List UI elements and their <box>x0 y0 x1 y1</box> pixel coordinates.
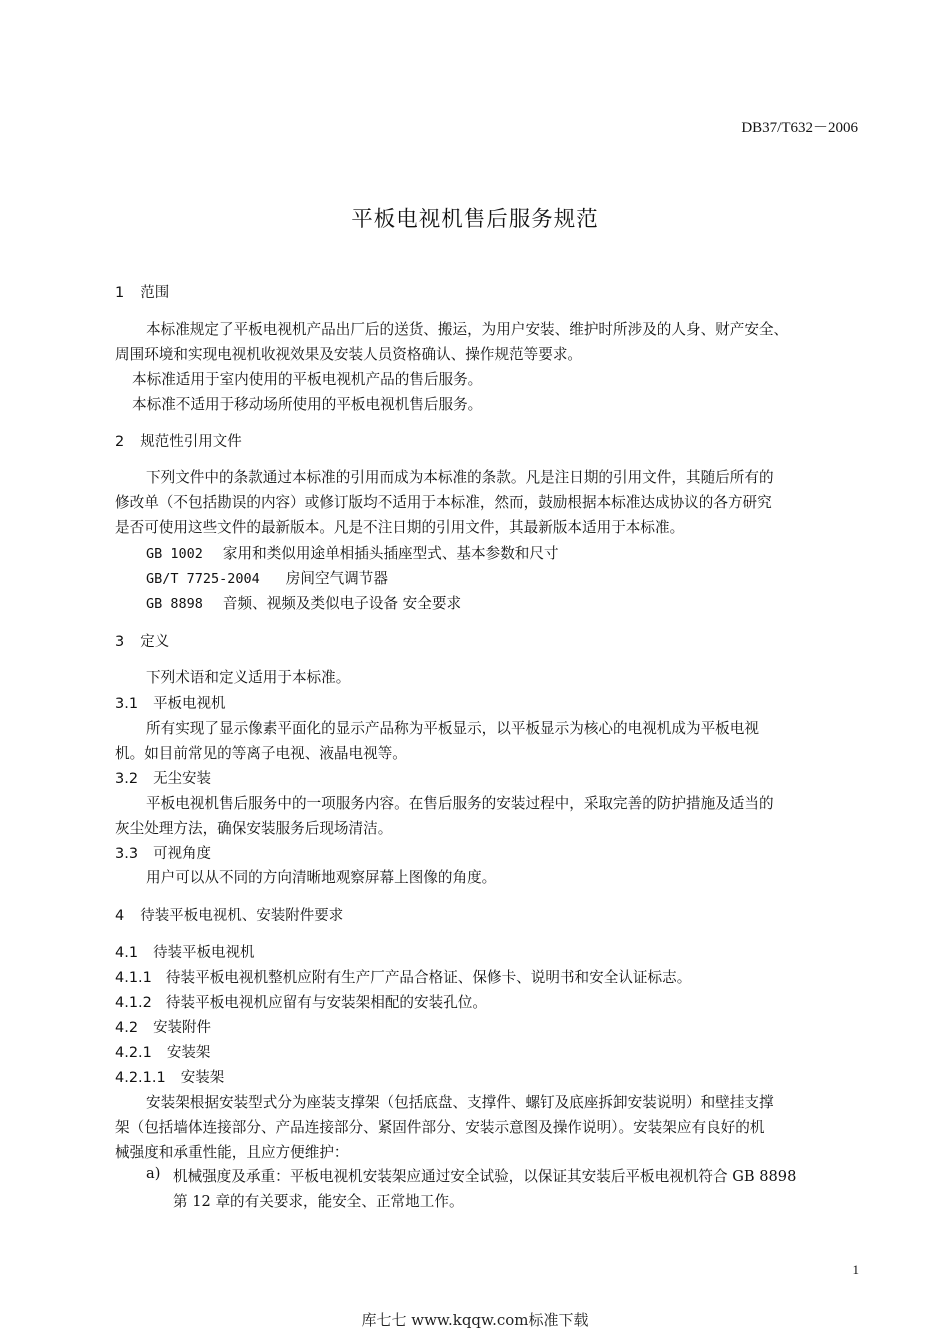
term-heading <box>115 692 226 713</box>
clause-number: 4.1.1 <box>115 970 152 986</box>
subsection-number: 4.2 <box>115 1020 139 1036</box>
reference-code: GB/T 7725-2004 <box>146 571 260 587</box>
clause-text: 待装平板电视机整机应附有生产厂产品合格证、保修卡、说明书和安全认证标志。 <box>165 969 692 986</box>
paragraph-line: 用户可以从不同的方向清晰地观察屏幕上图像的角度。 <box>146 869 497 886</box>
paragraph-line: 本标准规定了平板电视机产品出厂后的送货、搬运，为用户安装、维护时所涉及的人身、财产安全、 <box>146 321 789 338</box>
clause-text: 待装平板电视机应留有与安装架相配的安装孔位。 <box>165 994 487 1011</box>
paragraph-line: 本标准适用于室内使用的平板电视机产品的售后服务。 <box>132 371 483 388</box>
clause <box>115 991 487 1012</box>
term-heading <box>115 842 211 863</box>
paragraph-line: 下列文件中的条款通过本标准的引用而成为本标准的条款。凡是注日期的引用文件，其随后所有的 <box>146 469 774 486</box>
reference-name: 房间空气调节器 <box>285 570 388 587</box>
paragraph-line: 平板电视机售后服务中的一项服务内容。在售后服务的安装过程中，采取完善的防护措施及适当的 <box>146 795 774 812</box>
paragraph-line: 本标准不适用于移动场所使用的平板电视机售后服务。 <box>132 396 483 413</box>
subsection-heading <box>115 1041 210 1062</box>
subsection-title: 待装平板电视机 <box>153 945 255 961</box>
term-number: 3.1 <box>115 696 139 712</box>
section-title: 规范性引用文件 <box>140 434 242 450</box>
section-title: 定义 <box>140 634 170 650</box>
paragraph-line: 架（包括墙体连接部分、产品连接部分、紧固件部分、安装示意图及操作说明）。安装架应有良好的机 <box>115 1119 765 1136</box>
term-heading <box>115 767 211 788</box>
subsection-number: 4.1 <box>115 945 139 961</box>
subsection-title: 安装附件 <box>153 1020 212 1036</box>
paragraph-line: 械强度和承重性能，且应方便维护： <box>115 1144 349 1161</box>
paragraph-line: 所有实现了显示像素平面化的显示产品称为平板显示，以平板显示为核心的电视机成为平板电视 <box>146 720 759 737</box>
section-3-heading <box>115 630 169 651</box>
paragraph-line: 修改单（不包括勘误的内容）或修订版均不适用于本标准，然而，鼓励根据本标准达成协议的各方研究 <box>115 494 772 511</box>
reference-name: 家用和类似用途单相插头插座型式、基本参数和尺寸 <box>222 545 559 562</box>
subsection-heading <box>115 941 255 962</box>
reference-code: GB 1002 <box>146 546 203 562</box>
reference-code: GB 8898 <box>146 596 203 612</box>
list-item-marker: a) <box>146 1165 161 1182</box>
section-number: 3 <box>115 634 125 650</box>
subsection-title: 安装架 <box>166 1045 211 1061</box>
paragraph-line: 机。如目前常见的等离子电视、液晶电视等。 <box>115 745 407 762</box>
standard-code: DB37/T632－2006 <box>741 120 858 136</box>
term-number: 3.2 <box>115 771 139 787</box>
document-title: 平板电视机售后服务规范 <box>351 207 599 232</box>
subsection-number: 4.2.1 <box>115 1045 152 1061</box>
clause-number: 4.1.2 <box>115 995 152 1011</box>
term-title: 可视角度 <box>153 846 212 862</box>
section-number: 1 <box>115 285 125 301</box>
term-number: 3.3 <box>115 846 139 862</box>
section-number: 4 <box>115 908 125 924</box>
reference-item <box>146 542 559 563</box>
paragraph-line: 安装架根据安装型式分为座装支撑架（包括底盘、支撑件、螺钉及底座拆卸安装说明）和壁挂支撑 <box>146 1094 774 1111</box>
section-2-heading <box>115 430 242 451</box>
clause <box>115 966 691 987</box>
term-title: 无尘安装 <box>153 771 212 787</box>
reference-name: 音频、视频及类似电子设备 安全要求 <box>222 595 462 612</box>
paragraph-line: 下列术语和定义适用于本标准。 <box>146 669 351 686</box>
paragraph-line: 周围环境和实现电视机收视效果及安装人员资格确认、操作规范等要求。 <box>115 346 583 363</box>
section-title: 范围 <box>140 285 170 301</box>
paragraph-line: 灰尘处理方法，确保安装服务后现场清洁。 <box>115 820 393 837</box>
footer-watermark: 库七七 www.kqqw.com标准下载 <box>361 1311 589 1329</box>
section-1-heading <box>115 281 169 302</box>
list-item-line: 机械强度及承重：平板电视机安装架应通过安全试验，以保证其安装后平板电视机符合 GB 8898 <box>173 1168 797 1185</box>
reference-item <box>146 567 388 588</box>
section-title: 待装平板电视机、安装附件要求 <box>140 908 344 924</box>
subsection-heading <box>115 1016 211 1037</box>
subsection-number: 4.2.1.1 <box>115 1070 166 1086</box>
section-4-heading <box>115 904 343 925</box>
subsection-heading <box>115 1066 224 1087</box>
paragraph-line: 是否可使用这些文件的最新版本。凡是不注日期的引用文件，其最新版本适用于本标准。 <box>115 519 685 536</box>
term-title: 平板电视机 <box>153 696 226 712</box>
page-number: 1 <box>852 1262 859 1277</box>
section-number: 2 <box>115 434 125 450</box>
reference-item <box>146 592 461 613</box>
list-item-line: 第 12 章的有关要求，能安全、正常地工作。 <box>173 1193 464 1210</box>
subsection-title: 安装架 <box>180 1070 225 1086</box>
